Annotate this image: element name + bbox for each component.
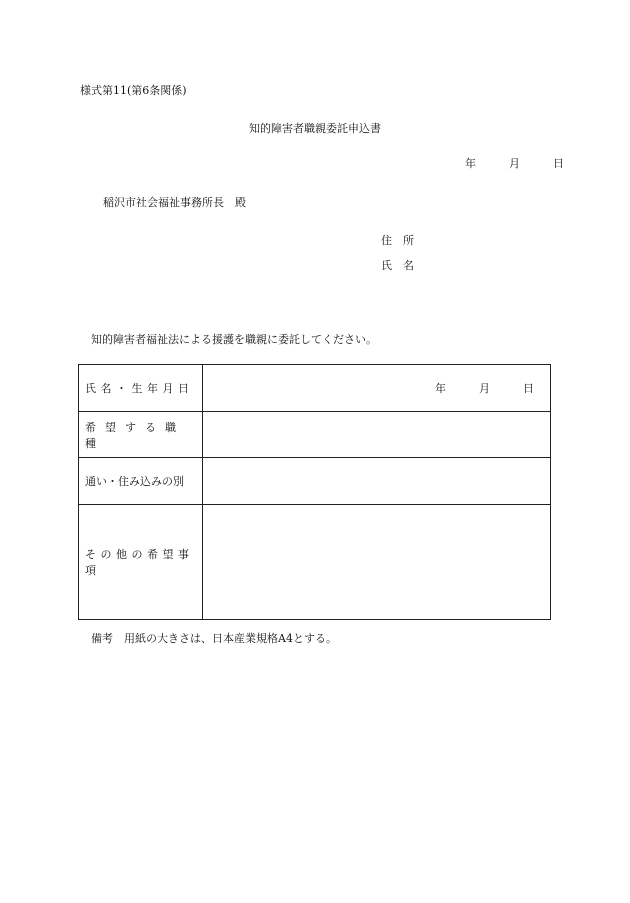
address-label: 住所 [381,234,425,247]
row-label-desired-job: 希望する職種 [79,412,203,458]
remarks-note: 備考 用紙の大きさは、日本産業規格A4とする。 [91,632,337,645]
table-row [79,365,551,412]
document-title: 知的障害者職親委託申込書 [249,122,381,135]
table-row [79,505,551,620]
table-row [79,412,551,458]
name-label: 氏名 [381,259,425,272]
birth-date-year: 年 [435,382,446,395]
birth-date-field[interactable] [203,365,551,412]
row-label-other-requests: その他の希望事項 [79,505,203,620]
header-date-month: 月 [509,157,520,170]
request-text: 知的障害者福祉法による援護を職親に委託してください。 [91,333,377,346]
header-date-year: 年 [465,157,476,170]
commute-type-field[interactable] [203,458,551,505]
row-label-commute-type: 通い・住み込みの別 [79,458,203,505]
row-label-name-birthdate: 氏名・生年月日 [79,365,203,412]
addressee: 稲沢市社会福祉事務所長 殿 [103,196,246,209]
header-date [465,155,564,171]
other-requests-field[interactable] [203,505,551,620]
form-number: 様式第11(第6条関係) [80,84,187,97]
birth-date-month: 月 [479,382,490,395]
birth-date-day: 日 [523,382,534,395]
desired-job-field[interactable] [203,412,551,458]
application-table [78,364,551,620]
header-date-day: 日 [553,157,564,170]
table-row [79,458,551,505]
